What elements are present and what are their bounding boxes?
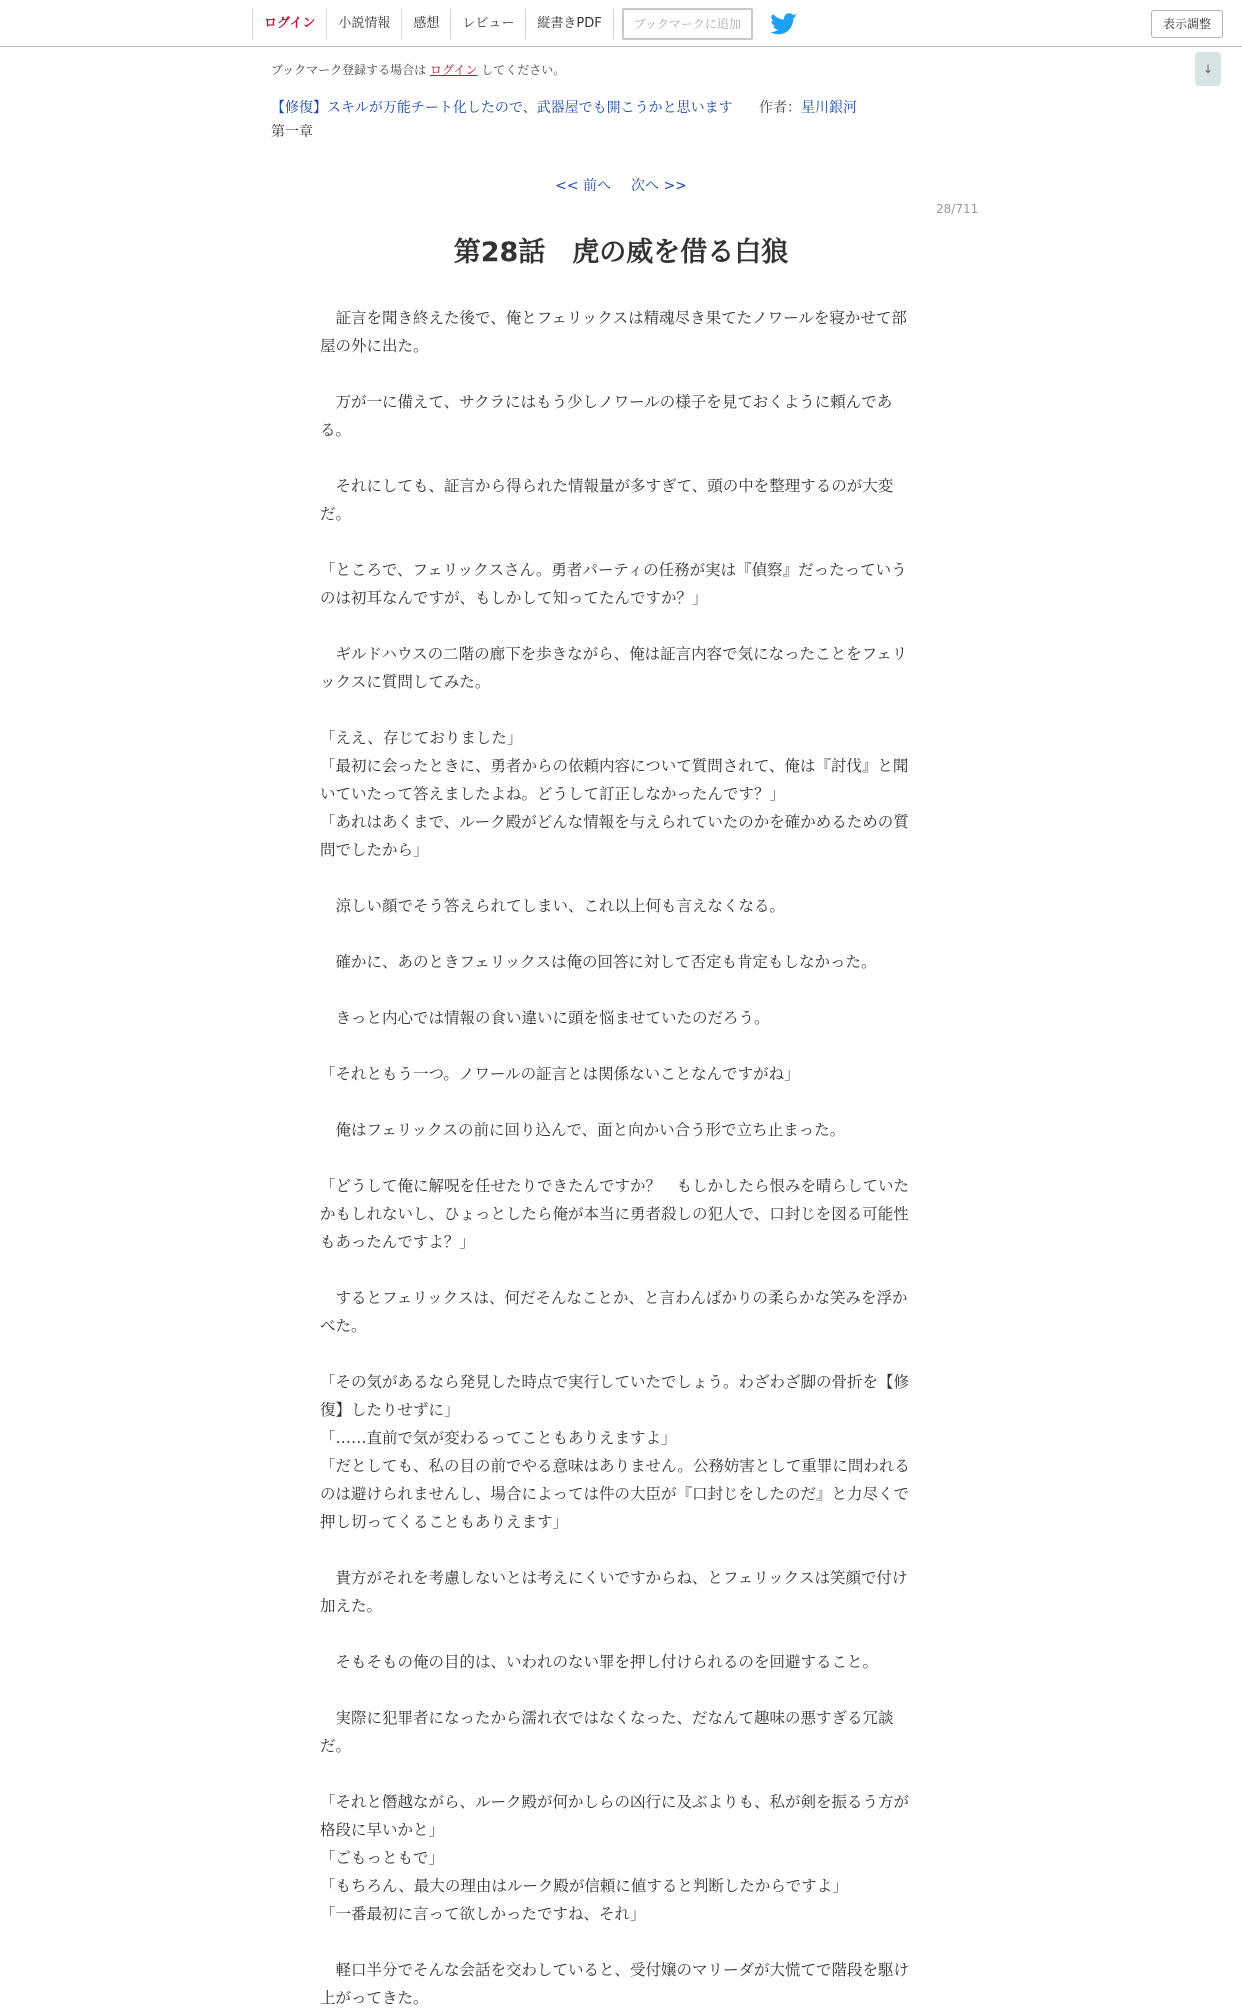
nav-novel-info[interactable]: 小説情報 [326,9,401,39]
body-paragraph: 「だとしても、私の目の前でやる意味はありません。公務妨害として重罪に問われるのは避けられませんし、場合によっては件の大臣が『口封じをしたのだ』と力尽くで押し切ってくることもありえます」 [320,1457,910,1531]
blank-line [320,1928,912,1956]
nav-review[interactable]: レビュー [450,9,525,39]
body-paragraph: 万が一に備えて、サクラにはもう少しノワールの様子を見ておくように頼んである。 [320,393,893,439]
body-paragraph: 実際に犯罪者になったから濡れ衣ではなくなった、だなんて趣味の悪すぎる冗談だ。 [320,1709,894,1755]
body-paragraph: 「それともう一つ。ノワールの証言とは関係ないことなんですがね」 [320,1065,800,1083]
bookmark-login-link[interactable]: ログイン [430,63,478,77]
blank-line [320,976,912,1004]
body-paragraph: 軽口半分でそんな会話を交わしていると、受付嬢のマリーダが大慌てで階段を駆け上がってきた。 [320,1961,910,2007]
body-paragraph: するとフェリックスは、何だそんなことか、と言わんばかりの柔らかな笑みを浮かべた。 [320,1289,908,1335]
blank-line [320,612,912,640]
blank-line [320,1340,912,1368]
blank-line [320,1032,912,1060]
episode-pager [0,175,1242,195]
blank-line [320,1144,912,1172]
body-paragraph: きっと内心では情報の食い違いに頭を悩ませていたのだろう。 [320,1009,770,1027]
body-paragraph: 確かに、あのときフェリックスは俺の回答に対して否定も肯定もしなかった。 [320,953,877,971]
body-paragraph: ギルドハウスの二階の廊下を歩きながら、俺は証言内容で気になったことをフェリックスに質問してみた。 [320,645,908,691]
body-paragraph: それにしても、証言から得られた情報量が多すぎて、頭の中を整理するのが大変だ。 [320,477,894,523]
episode-title: 第28話 虎の威を借る白狼 [453,237,789,268]
bookmark-note-suffix: してください。 [481,63,566,77]
body-paragraph: 「どうして俺に解呪を任せたりできたんですか？ もしかしたら恨みを晴らしていたかもしれないし、ひょっとしたら俺が本当に勇者殺しの犯人で、口封じを図る可能性もあったんですよ？」 [320,1177,910,1251]
blank-line [320,528,912,556]
body-paragraph: 「ごもっともで」 [320,1849,445,1867]
body-paragraph: 「あれはあくまで、ルーク殿がどんな情報を与えられていたのかを確かめるための質問でしたから」 [320,813,909,859]
series-info [271,97,857,117]
nav-impressions[interactable]: 感想 [401,9,450,39]
body-paragraph: 涼しい顔でそう答えられてしまい、これ以上何も言えなくなる。 [320,897,786,915]
top-navigation-bar [0,0,1242,47]
body-paragraph: 「……直前で気が変わるってこともありえますよ」 [320,1429,677,1447]
body-paragraph: そもそもの俺の目的は、いわれのない罪を押し付けられるのを回避すること。 [320,1653,879,1671]
body-paragraph: 「もちろん、最大の理由はルーク殿が信頼に値すると判断したからですよ」 [320,1877,848,1895]
display-settings-button[interactable]: 表示調整 [1151,10,1223,38]
scroll-down-button[interactable]: ↓ [1195,52,1221,86]
body-paragraph: 「一番最初に言って欲しかったですね、それ」 [320,1905,646,1923]
body-paragraph: 証言を聞き終えた後で、俺とフェリックスは精魂尽き果てたノワールを寝かせて部屋の外に出た。 [320,309,907,355]
body-paragraph: 「最初に会ったときに、勇者からの依頼内容について質問されて、俺は『討伐』と聞いていたって答えましたよね。どうして訂正しなかったんです？」 [320,757,909,803]
body-paragraph: 俺はフェリックスの前に回り込んで、面と向かい合う形で立ち止まった。 [320,1121,846,1139]
series-title-link[interactable]: 【修復】スキルが万能チート化したので、武器屋でも開こうかと思います [271,100,733,116]
twitter-bird-icon[interactable] [771,13,797,35]
blank-line [320,696,912,724]
blank-line [320,1256,912,1284]
nav-menu [252,9,797,39]
body-paragraph: 「ところで、フェリックスさん。勇者パーティの任務が実は『偵察』だったっていうのは初耳なんですが、もしかして知ってたんですか？」 [320,561,907,607]
blank-line [320,920,912,948]
nav-vertical-pdf[interactable]: 縦書きPDF [525,9,613,39]
body-paragraph: 「その気があるなら発見した時点で実行していたでしょう。わざわざ脚の骨折を【修復】したりせずに」 [320,1373,910,1419]
blank-line [320,1760,912,1788]
novel-body [320,304,912,2012]
blank-line [320,444,912,472]
blank-line [320,1088,912,1116]
chapter-title: 第一章 [271,124,313,140]
bookmark-note-text: ブックマーク登録する場合は [271,63,427,77]
add-bookmark-button[interactable]: ブックマークに追加 [622,8,753,40]
body-paragraph: 貴方がそれを考慮しないとは考えにくいですからね、とフェリックスは笑顔で付け加えた。 [320,1569,908,1615]
bookmark-login-note [271,61,565,78]
nav-login[interactable]: ログイン [252,9,326,39]
blank-line [320,864,912,892]
blank-line [320,360,912,388]
author-link[interactable]: 星川銀河 [801,100,858,116]
body-paragraph: 「ええ、存じておりました」 [320,729,523,747]
episode-count: 28/711 [936,202,979,216]
next-episode-link[interactable]: 次へ >> [631,178,687,194]
blank-line [320,1620,912,1648]
blank-line [320,1536,912,1564]
blank-line [320,1676,912,1704]
author-label: 作者： [759,100,802,116]
body-paragraph: 「それと僭越ながら、ルーク殿が何かしらの凶行に及ぶよりも、私が剣を振るう方が格段に早いかと」 [320,1793,910,1839]
prev-episode-link[interactable]: << 前へ [555,178,611,194]
